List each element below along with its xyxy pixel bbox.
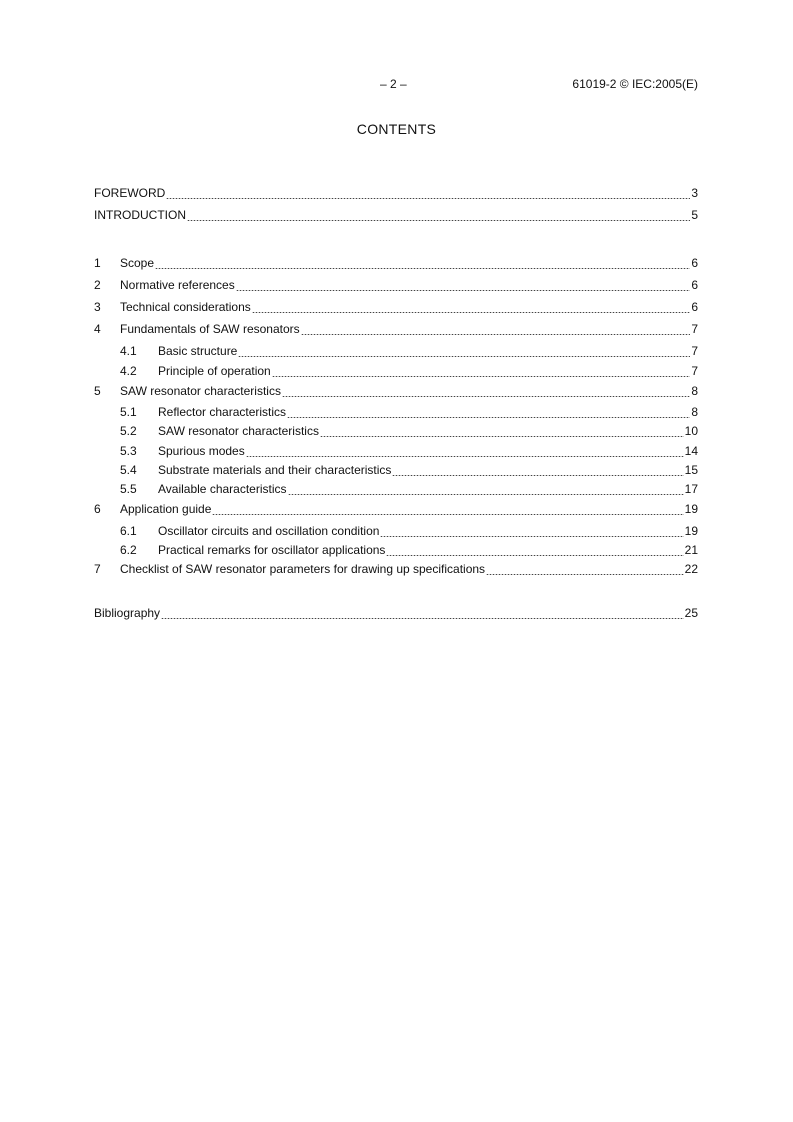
- toc-entry-number: 4.2: [120, 364, 137, 378]
- toc-entry-number: 4: [94, 322, 101, 336]
- toc-entry-4-1[interactable]: [120, 344, 698, 360]
- toc-entry-foreword[interactable]: [94, 186, 698, 202]
- toc-entry-page: 8: [691, 384, 698, 398]
- toc-entry-label: Oscillator circuits and oscillation condition: [158, 524, 380, 538]
- toc-entry-number: 5.3: [120, 444, 137, 458]
- toc-entry-number: 7: [94, 562, 101, 576]
- dot-leader: [155, 268, 690, 269]
- toc-entry-number: 6.2: [120, 543, 137, 557]
- dot-leader: [212, 514, 683, 515]
- toc-entry-number: 6.1: [120, 524, 137, 538]
- toc-entry-number: 3: [94, 300, 101, 314]
- toc-entry-page: 7: [691, 344, 698, 358]
- toc-entry-page: 22: [684, 562, 698, 576]
- toc-entry-page: 14: [684, 444, 698, 458]
- toc-entry-number: 6: [94, 502, 101, 516]
- toc-entry-label: Checklist of SAW resonator parameters for drawing up specifications: [120, 562, 486, 576]
- dot-leader: [287, 417, 690, 418]
- toc-entry-page: 10: [684, 424, 698, 438]
- toc-entry-6[interactable]: [94, 502, 698, 518]
- toc-entry-label: Reflector characteristics: [158, 405, 287, 419]
- dot-leader: [301, 334, 691, 335]
- toc-entry-number: 5.4: [120, 463, 137, 477]
- dot-leader: [187, 220, 690, 221]
- toc-entry-page: 19: [684, 502, 698, 516]
- toc-entry-page: 17: [684, 482, 698, 496]
- dot-leader: [246, 456, 684, 457]
- dot-leader: [161, 618, 684, 619]
- toc-entry-label: INTRODUCTION: [94, 208, 186, 222]
- toc-entry-page: 7: [691, 322, 698, 336]
- toc-entry-label: Practical remarks for oscillator applications: [158, 543, 386, 557]
- dot-leader: [236, 290, 691, 291]
- toc-entry-label: Basic structure: [158, 344, 238, 358]
- toc-entry-number: 1: [94, 256, 101, 270]
- toc-entry-page: 19: [684, 524, 698, 538]
- dot-leader: [272, 376, 691, 377]
- page-number: – 2 –: [380, 77, 407, 91]
- toc-entry-2[interactable]: [94, 278, 698, 294]
- toc-entry-label: Principle of operation: [158, 364, 271, 378]
- toc-entry-number: 4.1: [120, 344, 137, 358]
- dot-leader: [486, 574, 684, 575]
- toc-entry-7[interactable]: [94, 562, 698, 578]
- dot-leader: [282, 396, 690, 397]
- dot-leader: [252, 312, 691, 313]
- toc-entry-label: Normative references: [120, 278, 235, 292]
- toc-entry-label: Spurious modes: [158, 444, 245, 458]
- toc-entry-page: 5: [691, 208, 698, 222]
- dot-leader: [238, 356, 690, 357]
- toc-entry-number: 2: [94, 278, 101, 292]
- toc-entry-introduction[interactable]: [94, 208, 698, 224]
- toc-entry-5-5[interactable]: [120, 482, 698, 498]
- toc-entry-number: 5.2: [120, 424, 137, 438]
- toc-entry-label: Technical considerations: [120, 300, 251, 314]
- toc-entry-label: SAW resonator characteristics: [120, 384, 281, 398]
- toc-entry-4-2[interactable]: [120, 364, 698, 380]
- toc-entry-label: Substrate materials and their characteristics: [158, 463, 392, 477]
- dot-leader: [288, 494, 684, 495]
- toc-entry-page: 3: [691, 186, 698, 200]
- toc-entry-3[interactable]: [94, 300, 698, 316]
- toc-entry-page: 6: [691, 278, 698, 292]
- toc-entry-5-2[interactable]: [120, 424, 698, 440]
- toc-entry-label: Bibliography: [94, 606, 161, 620]
- toc-entry-6-2[interactable]: [120, 543, 698, 559]
- toc-entry-1[interactable]: [94, 256, 698, 272]
- toc-entry-number: 5.5: [120, 482, 137, 496]
- toc-entry-number: 5: [94, 384, 101, 398]
- toc-entry-page: 6: [691, 300, 698, 314]
- toc-entry-label: FOREWORD: [94, 186, 166, 200]
- dot-leader: [320, 436, 684, 437]
- page-header: [0, 77, 793, 93]
- toc-entry-label: Application guide: [120, 502, 212, 516]
- toc-entry-page: 15: [684, 463, 698, 477]
- toc-entry-page: 25: [684, 606, 698, 620]
- toc-entry-page: 21: [684, 543, 698, 557]
- toc-entry-4[interactable]: [94, 322, 698, 338]
- dot-leader: [380, 536, 683, 537]
- toc-entry-5-1[interactable]: [120, 405, 698, 421]
- toc-entry-5-3[interactable]: [120, 444, 698, 460]
- dot-leader: [386, 555, 683, 556]
- toc-entry-label: SAW resonator characteristics: [158, 424, 319, 438]
- toc-entry-5[interactable]: [94, 384, 698, 400]
- toc-entry-page: 7: [691, 364, 698, 378]
- toc-entry-bibliography[interactable]: [94, 606, 698, 622]
- page-title: CONTENTS: [356, 121, 437, 137]
- document-reference: 61019-2 © IEC:2005(E): [572, 77, 698, 91]
- dot-leader: [392, 475, 683, 476]
- toc-entry-label: Available characteristics: [158, 482, 287, 496]
- toc-entry-page: 8: [691, 405, 698, 419]
- toc-entry-label: Scope: [120, 256, 155, 270]
- toc-entry-number: 5.1: [120, 405, 137, 419]
- dot-leader: [166, 198, 690, 199]
- toc-entry-label: Fundamentals of SAW resonators: [120, 322, 300, 336]
- toc-entry-page: 6: [691, 256, 698, 270]
- toc-entry-5-4[interactable]: [120, 463, 698, 479]
- toc-entry-6-1[interactable]: [120, 524, 698, 540]
